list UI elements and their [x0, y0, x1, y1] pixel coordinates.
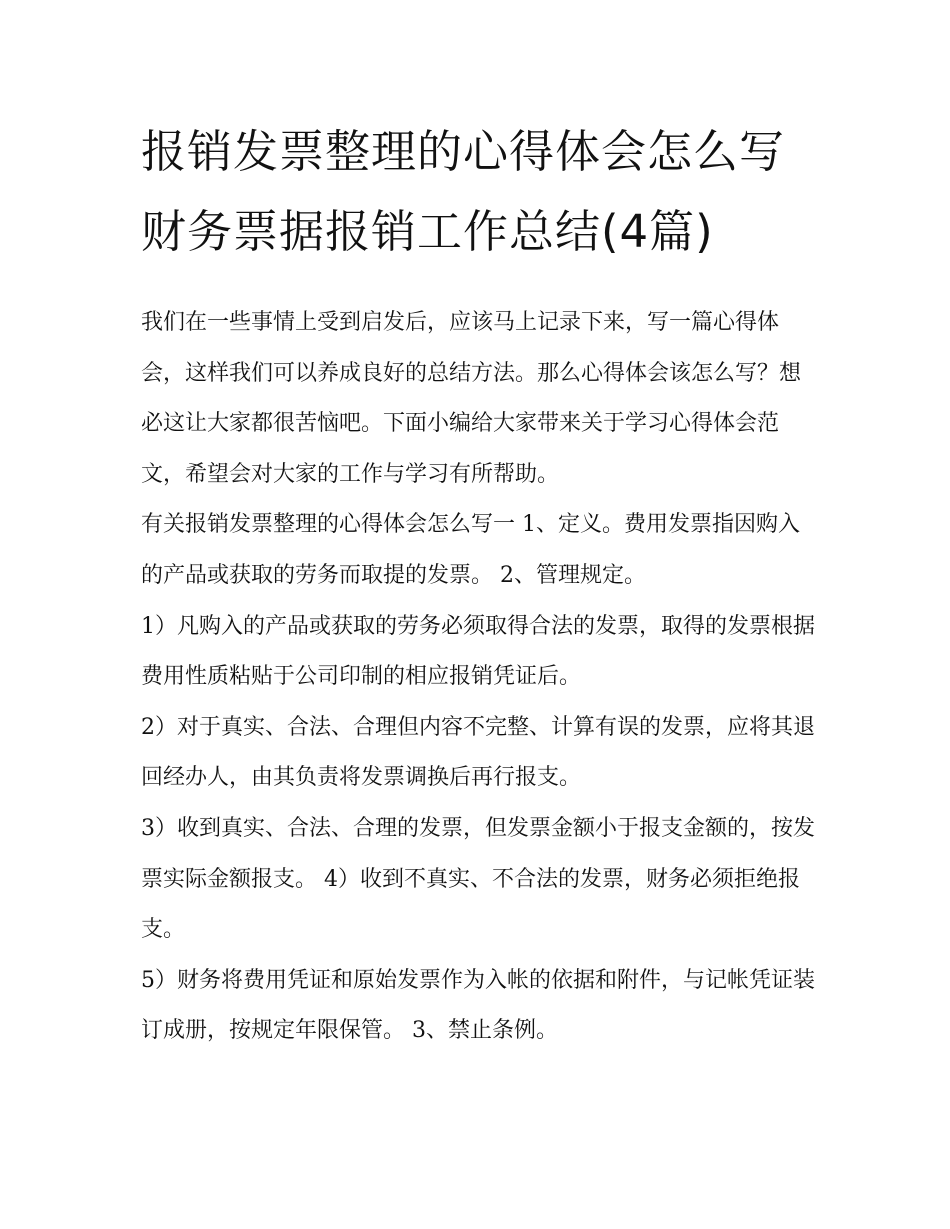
paragraph-rule-5: 5）财务将费用凭证和原始发票作为入帐的依据和附件，与记帐凭证装订成册，按规定年限保管。 3、禁止条例。: [141, 967, 815, 1044]
paragraph-rule-3-4: 3）收到真实、合法、合理的发票，但发票金额小于报支金额的，按发票实际金额报支。 4）收到不真实、不合法的发票，财务必须拒绝报支。: [141, 815, 815, 943]
paragraph-rule-1: 1）凡购入的产品或获取的劳务必须取得合法的发票，取得的发票根据费用性质粘贴于公司印制的相应报销凭证后。: [141, 613, 815, 690]
document-content: [141, 112, 821, 1057]
paragraph-rule-2: 2）对于真实、合法、合理但内容不完整、计算有误的发票，应将其退回经办人，由其负责将发票调换后再行报支。: [141, 714, 815, 791]
paragraph-intro: 我们在一些事情上受到启发后，应该马上记录下来，写一篇心得体会，这样我们可以养成良好的总结方法。那么心得体会该怎么写？想必这让大家都很苦恼吧。下面小编给大家带来关于学习心得体会范文，希望会对大家的工作与学习有所帮助。: [141, 310, 802, 487]
document-title: 报销发票整理的心得体会怎么写 财务票据报销工作总结(4篇): [141, 125, 786, 258]
paragraph-definition: 有关报销发票整理的心得体会怎么写一 1、定义。费用发票指因购入的产品或获取的劳务而取提的发票。 2、管理规定。: [141, 512, 800, 588]
document-body: [141, 298, 821, 1057]
